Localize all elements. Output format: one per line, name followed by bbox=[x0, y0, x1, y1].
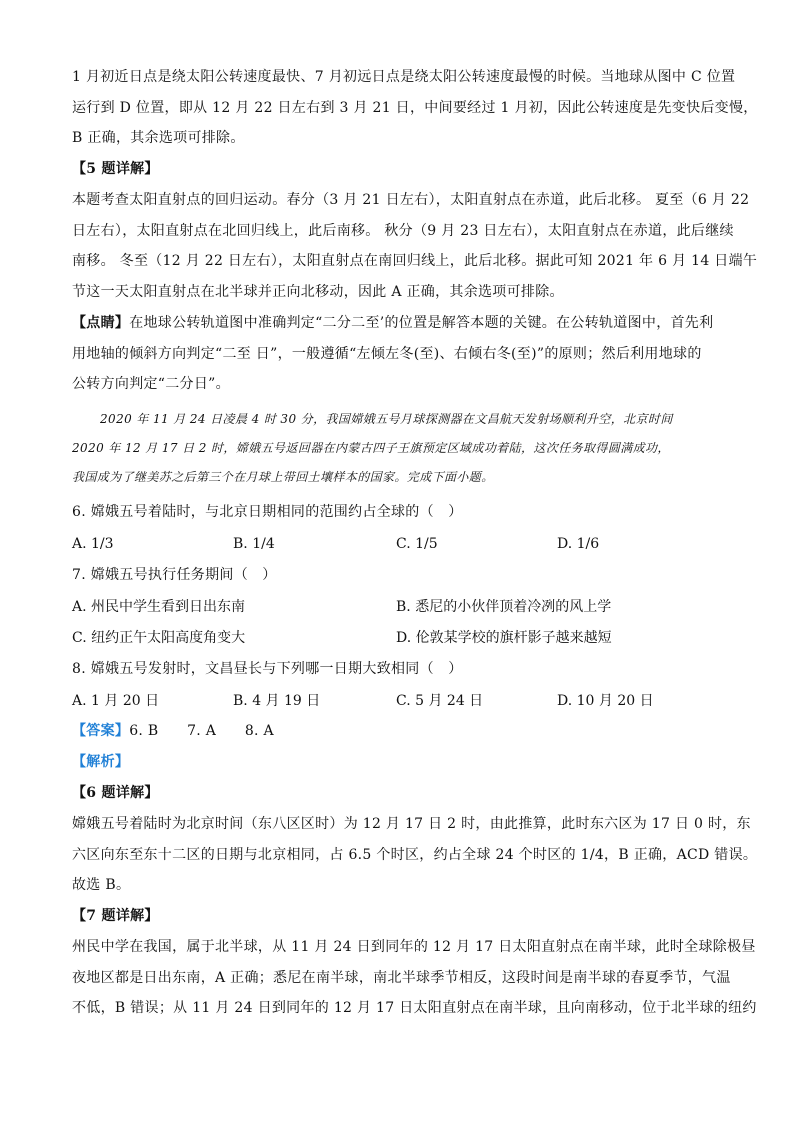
q6-option-c: C. 1/5 bbox=[396, 536, 438, 552]
text-span: 在地球公转轨道图中准确判定“二分二至’的位置是解答本题的关键。在公转轨道图中，首先利 bbox=[129, 315, 714, 331]
q6-option-d: D. 1/6 bbox=[557, 536, 600, 552]
text-line: B 正确，其余选项可排除。 bbox=[72, 130, 245, 146]
answer-line bbox=[72, 716, 724, 747]
text-line: 南移。 冬至（12 月 22 日左右），太阳直射点在南回归线上，此后北移。据此可知 2021 年 6 月 14 日端午 bbox=[72, 253, 758, 269]
q6-option-b: B. 1/4 bbox=[233, 536, 275, 552]
q7-option-b: B. 悉尼的小伙伴顶着冷冽的风上学 bbox=[396, 599, 612, 615]
q6-header: 【6 题详解】 bbox=[72, 785, 159, 801]
q8-option-d: D. 10 月 20 日 bbox=[557, 693, 654, 709]
text-line: 本题考查太阳直射点的回归运动。春分（3 月 21 日左右），太阳直射点在赤道，此后北移。 夏至（6 月 22 bbox=[72, 192, 750, 208]
text-line: 州民中学在我国，属于北半球，从 11 月 24 日到同年的 12 月 17 日太阳直射点在南半球，此时全球除极昼 bbox=[72, 939, 756, 955]
q7-option-c: C. 纽约正午太阳高度角变大 bbox=[72, 630, 246, 646]
text-line: 用地轴的倾斜方向判定“二至 日”，一般遵循“左倾左冬(至)、右倾右冬(至)”的原则；然后利用地球的 bbox=[72, 345, 702, 362]
text-line: 我国成为了继美苏之后第三个在月球上带回土壤样本的国家。完成下面小题。 bbox=[72, 470, 494, 484]
dianjing-tag: 【点睛】 bbox=[72, 315, 130, 331]
answer-tag: 【答案】 bbox=[72, 723, 130, 739]
q7-option-d: D. 伦敦某学校的旗杆影子越来越短 bbox=[396, 630, 612, 646]
text-line: 1 月初近日点是绕太阳公转速度最快、7 月初远日点是绕太阳公转速度最慢的时候。当地球从图中 C 位置 bbox=[72, 69, 736, 85]
text-line: 2020 年 12 月 17 日 2 时，嫦娥五号返回器在内蒙古四子王旗预定区域成功着陆，这次任务取得圆满成功， bbox=[72, 441, 670, 455]
paragraph-q7-explanation bbox=[72, 932, 757, 1024]
paragraph-dianjing bbox=[72, 308, 724, 400]
answer-text: 6. B 7. A 8. A bbox=[129, 723, 274, 739]
text-line: 故选 B。 bbox=[72, 877, 131, 893]
text-line: 节这一天太阳直射点在北半球并正向北移动，因此 A 正确，其余选项可排除。 bbox=[72, 283, 564, 300]
text-line: 运行到 D 位置，即从 12 月 22 日左右到 3 月 21 日，中间要经过 1 月初，因此公转速度是先变快后变慢， bbox=[72, 99, 758, 116]
q7-stem: 7. 嫦娥五号执行任务期间（ ） bbox=[72, 567, 277, 583]
text-line: 2020 年 11 月 24 日凌晨 4 时 30 分，我国嫦娥五号月球探测器在文昌航天发射场顺利升空，北京时间 bbox=[100, 412, 673, 426]
text-line: 公转方向判定“二分日”。 bbox=[72, 376, 230, 392]
text-line: 嫦娥五号着陆时为北京时间（东八区区时）为 12 月 17 日 2 时，由此推算，此时东六区为 17 日 0 时，东 bbox=[72, 816, 751, 832]
text-line bbox=[72, 308, 724, 339]
analysis-tag: 【解析】 bbox=[72, 754, 130, 770]
q6-option-a: A. 1/3 bbox=[72, 536, 114, 552]
q7-option-a: A. 州民中学生看到日出东南 bbox=[72, 599, 246, 615]
reading-passage bbox=[72, 405, 724, 492]
paragraph-q6-explanation bbox=[72, 809, 758, 901]
text-line: 日左右），太阳直射点在北回归线上，此后南移。 秋分（9 月 23 日左右），太阳直射点在赤道，此后继续 bbox=[72, 222, 734, 239]
q6-stem: 6. 嫦娥五号着陆时，与北京日期相同的范围约占全球的（ ） bbox=[72, 504, 463, 520]
q8-stem: 8. 嫦娥五号发射时，文昌昼长与下列哪一日期大致相同（ ） bbox=[72, 661, 463, 677]
paragraph-q5-explanation bbox=[72, 185, 758, 307]
q8-option-a: A. 1 月 20 日 bbox=[72, 693, 160, 709]
text-line: 夜地区都是日出东南，A 正确；悉尼在南半球，南北半球季节相反，这段时间是南半球的春夏季节，气温 bbox=[72, 969, 731, 986]
q7-header: 【7 题详解】 bbox=[72, 908, 159, 924]
q8-option-b: B. 4 月 19 日 bbox=[233, 693, 321, 709]
q5-header: 【5 题详解】 bbox=[72, 161, 159, 177]
text-line: 六区向东至东十二区的日期与北京相同，占 6.5 个时区，约占全球 24 个时区的 1/4，B 正确，ACD 错误。 bbox=[72, 846, 758, 863]
text-line: 不低，B 错误；从 11 月 24 日到同年的 12 月 17 日太阳直射点在南半球，且向南移动，位于北半球的纽约 bbox=[72, 1000, 757, 1016]
q8-option-c: C. 5 月 24 日 bbox=[396, 693, 484, 709]
paragraph-q4-explanation bbox=[72, 62, 758, 154]
